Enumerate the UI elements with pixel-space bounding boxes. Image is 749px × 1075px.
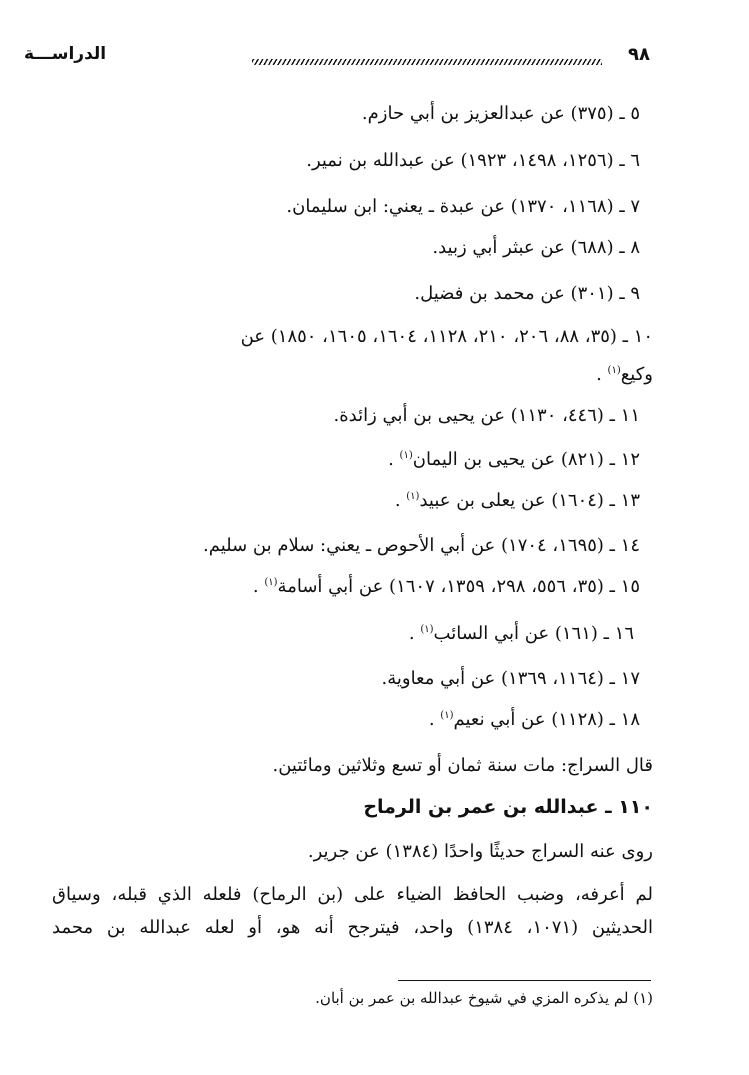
list-item — [409, 620, 634, 648]
list-item: ١٧ ـ (١١٦٤، ١٣٦٩) عن أبي معاوية. — [381, 668, 640, 689]
page-number: ٩٨ — [628, 44, 650, 65]
list-item: ٧ ـ (١١٦٨، ١٣٧٠) عن عبدة ـ يعني: ابن سليمان. — [286, 196, 640, 217]
footnote-separator — [398, 980, 651, 981]
period: . — [408, 623, 421, 644]
footnote-ref[interactable]: (١) — [607, 365, 621, 376]
list-item: ٨ ـ (٦٨٨) عن عبثر أبي زبيد. — [432, 237, 640, 258]
footnote-ref[interactable]: (١) — [440, 710, 454, 721]
continuation-text: وكيع — [620, 364, 653, 385]
footnote-ref[interactable]: (١) — [264, 577, 278, 588]
list-item — [253, 573, 640, 601]
list-item: ١٤ ـ (١٦٩٥، ١٧٠٤) عن أبي الأحوص ـ يعني: سلام بن سليم. — [203, 535, 640, 556]
list-item-text: ١٣ ـ (١٦٠٤) عن يعلى بن عبيد — [419, 490, 640, 511]
footnote: (١) لم يذكره المزي في شيوخ عبدالله بن عمر بن أبان. — [315, 989, 653, 1007]
list-item: ٩ ـ (٣٠١) عن محمد بن فضيل. — [414, 283, 640, 304]
footnote-ref[interactable]: (١) — [420, 624, 434, 635]
period: . — [252, 576, 265, 597]
header-rule — [252, 59, 602, 65]
page-header — [24, 44, 650, 74]
section-heading: ١١٠ ـ عبدالله بن عمر بن الرماح — [363, 796, 653, 818]
running-head: الدراســـة — [24, 44, 107, 64]
period: . — [428, 709, 441, 730]
body-paragraph: روى عنه السراج حديثًا واحدًا (١٣٨٤) عن جرير. — [307, 841, 653, 862]
body-paragraph-line: الحديثين (١٠٧١، ١٣٨٤) واحد، فيترجح أنه هو، أو لعله عبدالله بن محمد — [52, 917, 654, 938]
list-item-continuation — [596, 361, 653, 389]
body-paragraph-line: لم أعرفه، وضبب الحافظ الضياء على (بن الرماح) فلعله الذي قبله، وسياق — [52, 884, 653, 905]
list-item — [395, 487, 640, 515]
list-item: ٦ ـ (١٢٥٦، ١٤٩٨، ١٩٢٣) عن عبدالله بن نمير. — [306, 150, 640, 171]
footnote-ref[interactable]: (١) — [399, 450, 413, 461]
footnote-ref[interactable]: (١) — [406, 491, 420, 502]
list-item-text: ١٦ ـ (١٦١) عن أبي السائب — [433, 623, 634, 644]
note-paragraph: قال السراج: مات سنة ثمان أو تسع وثلاثين ومائتين. — [272, 755, 653, 776]
list-item: ٥ ـ (٣٧٥) عن عبدالعزيز بن أبي حازم. — [361, 103, 640, 124]
list-item: ١٠ ـ (٣٥، ٨٨، ٢٠٦، ٢١٠، ١١٢٨، ١٦٠٤، ١٦٠٥، ١٨٥٠) عن — [240, 326, 653, 347]
list-item: ١١ ـ (٤٤٦، ١١٣٠) عن يحيى بن أبي زائدة. — [333, 405, 640, 426]
list-item — [429, 706, 640, 734]
period: . — [388, 449, 400, 470]
list-item — [388, 446, 640, 474]
list-item-text: ١٥ ـ (٣٥، ٥٥٦، ٢٩٨، ١٣٥٩، ١٦٠٧) عن أبي أسامة — [277, 576, 640, 597]
list-item-text: ١٢ ـ (٨٢١) عن يحيى بن اليمان — [412, 449, 640, 470]
period: . — [596, 364, 608, 385]
list-item-text: ١٨ ـ (١١٢٨) عن أبي نعيم — [453, 709, 640, 730]
period: . — [394, 490, 407, 511]
